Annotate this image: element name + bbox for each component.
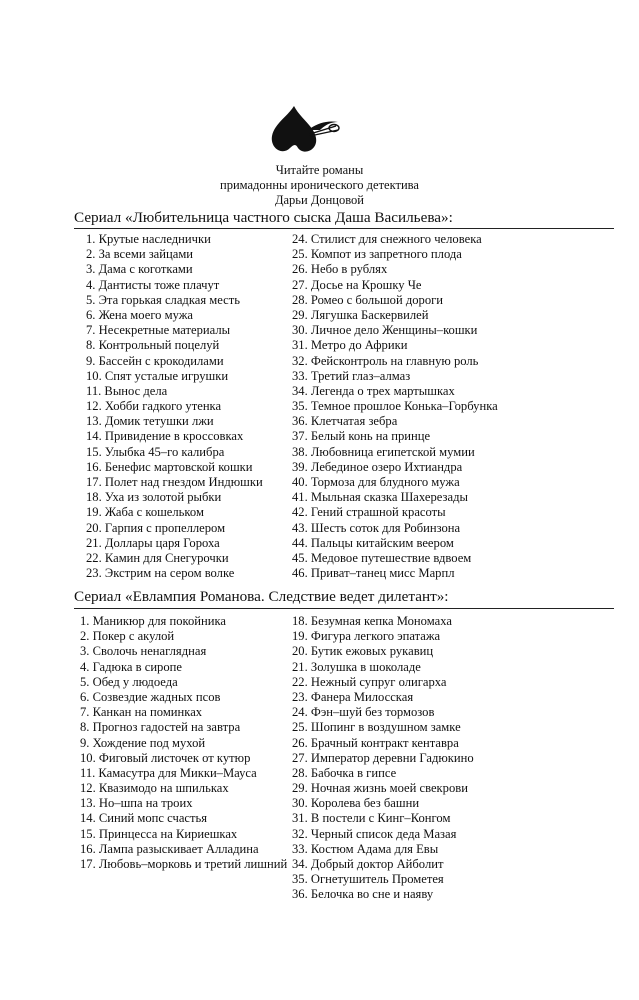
list-item: 36. Клетчатая зебра [292,414,398,429]
list-item: 45. Медовое путешествие вдвоем [292,550,472,565]
publisher-logo-icon [264,100,344,160]
list-item: 2. Покер с акулой [80,629,175,644]
list-item: 15. Улыбка 45–го калибра [86,444,225,459]
list-item: 18. Уха из золотой рыбки [86,490,222,505]
list-item: 30. Личное дело Женщины–кошки [292,323,478,338]
list-item: 32. Черный список деда Мазая [292,826,457,841]
list-item: 35. Темное прошлое Конька–Горбунка [292,399,498,414]
list-item: 1. Крутые наследнички [86,232,211,246]
list-item: 21. Золушка в шоколаде [292,659,421,674]
list-item: 25. Шопинг в воздушном замке [292,720,461,735]
list-item: 40. Тормоза для блудного мужа [292,475,460,489]
list-item: 39. Лебединое озеро Ихтиандра [292,459,463,474]
series-2-divider [74,608,614,609]
list-item: 29. Ночная жизнь моей свекрови [292,781,468,796]
list-item: 46. Приват–танец мисс Марпл [292,566,455,581]
list-item: 9. Хождение под мухой [80,735,206,750]
list-item: 12. Квазимодо на шпильках [80,781,229,796]
list-item: 21. Доллары царя Гороха [86,535,220,550]
list-item: 20. Бутик ежовых рукавиц [292,644,434,659]
list-item: 8. Контрольный поцелуй [86,338,220,353]
list-item: 2. За всеми зайцами [86,247,194,262]
list-item: 10. Фиговый листочек от кутюр [80,750,251,765]
list-item: 3. Сволочь ненаглядная [80,644,207,659]
list-item: 28. Ромео с большой дороги [292,292,444,307]
list-item: 41. Мыльная сказка Шахерезады [292,490,468,505]
list-item: 15. Принцесса на Кириешках [80,826,238,841]
list-item: 11. Вынос дела [86,383,168,398]
list-item: 34. Добрый доктор Айболит [292,857,444,871]
list-item: 16. Бенефис мартовской кошки [86,459,253,474]
list-item: 31. В постели с Кинг–Конгом [292,811,451,826]
list-item: 38. Любовница египетской мумии [292,444,475,459]
list-item: 5. Обед у людоеда [80,674,178,689]
list-item: 25. Компот из запретного плода [292,247,462,262]
list-item: 4. Дантисты тоже плачут [86,277,220,292]
series-2-column-2 [292,614,474,903]
list-item: 35. Огнетушитель Прометея [292,872,444,887]
list-item: 19. Жаба с кошельком [86,505,204,520]
list-item: 34. Легенда о трех мартышках [292,383,455,398]
list-item: 24. Стилист для снежного человека [292,232,482,246]
list-item: 20. Гарпия с пропеллером [86,520,226,535]
series-2-column-1 [80,614,290,872]
list-item: 8. Прогноз гадостей на завтра [80,720,241,735]
list-item: 28. Бабочка в гипсе [292,765,397,780]
list-item: 6. Созвездие жадных псов [80,689,221,704]
list-item: 12. Хобби гадкого утенка [86,399,222,414]
list-item: 1. Маникюр для покойника [80,614,227,628]
list-item: 7. Несекретные материалы [86,323,231,338]
list-item: 29. Лягушка Баскервилей [292,307,429,322]
list-item: 27. Досье на Крошку Че [292,277,422,292]
list-item: 37. Белый конь на принце [292,429,431,444]
intro-line-3: Дарьи Донцовой [274,193,364,207]
list-item: 33. Костюм Адама для Евы [292,841,439,856]
series-1-column-2 [292,232,498,581]
list-item: 3. Дама с коготками [86,262,193,277]
series-1-title: Сериал «Любительница частного сыска Даша Васильева»: [74,209,453,226]
list-item: 4. Гадюка в сиропе [80,659,182,674]
list-item: 23. Фанера Милосская [292,689,414,704]
list-item: 32. Фейсконтроль на главную роль [292,353,479,368]
list-item: 26. Брачный контракт кентавра [292,735,459,750]
list-item: 26. Небо в рублях [292,262,388,277]
list-item: 23. Экстрим на сером волке [86,566,235,581]
list-item: 42. Гений страшной красоты [292,505,446,520]
list-item: 13. Домик тетушки лжи [86,414,214,429]
list-item: 19. Фигура легкого эпатажа [292,629,441,644]
list-item: 30. Королева без башни [292,796,420,811]
list-item: 9. Бассейн с крокодилами [86,353,224,368]
list-item: 16. Лампа разыскивает Алладина [80,841,259,856]
list-item: 14. Синий мопс счастья [80,811,208,826]
list-item: 13. Но–шпа на троих [80,796,193,811]
list-item: 10. Спят усталые игрушки [86,368,229,383]
series-1-column-1 [86,232,263,581]
series-2-title: Сериал «Евлампия Романова. Следствие ведет дилетант»: [74,588,449,605]
list-item: 5. Эта горькая сладкая месть [86,292,240,307]
intro-line-2: примадонны иронического детектива [220,178,419,192]
list-item: 7. Канкан на поминках [80,705,203,720]
list-item: 14. Привидение в кроссовках [86,429,244,444]
list-item: 22. Камин для Снегурочки [86,550,229,565]
list-item: 17. Полет над гнездом Индюшки [86,475,263,489]
intro-text [0,163,639,208]
list-item: 31. Метро до Африки [292,338,408,353]
list-item: 27. Император деревни Гадюкино [292,750,474,765]
series-1-divider [74,228,614,229]
list-item: 11. Камасутра для Микки–Мауса [80,765,257,780]
list-item: 17. Любовь–морковь и третий лишний [80,857,288,871]
intro-line-1: Читайте романы [275,163,364,177]
list-item: 43. Шесть соток для Робинзона [292,520,461,535]
list-item: 33. Третий глаз–алмаз [292,368,411,383]
list-item: 44. Пальцы китайским веером [292,535,454,550]
list-item: 22. Нежный супруг олигарха [292,674,447,689]
list-item: 36. Белочка во сне и наяву [292,887,434,902]
list-item: 6. Жена моего мужа [86,307,194,322]
list-item: 24. Фэн–шуй без тормозов [292,705,435,720]
list-item: 18. Безумная кепка Мономаха [292,614,452,628]
